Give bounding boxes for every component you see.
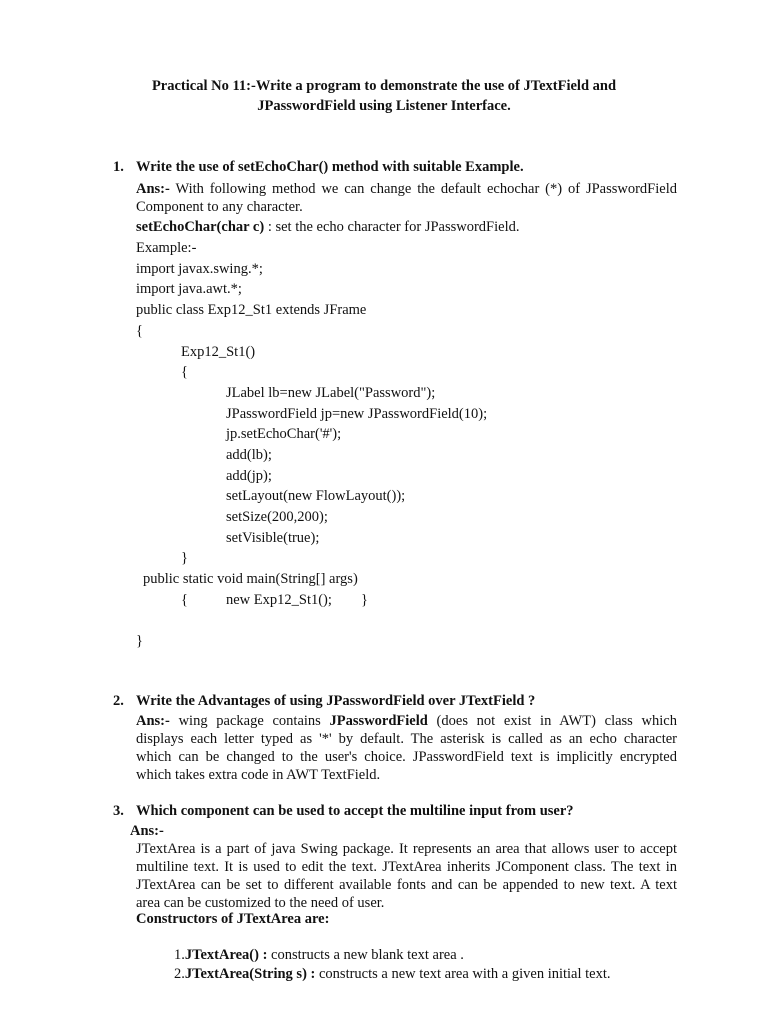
code-line: import javax.swing.*;	[136, 261, 263, 277]
code-line: jp.setEchoChar('#');	[226, 426, 342, 442]
code-line: Exp12_St1()	[181, 344, 256, 360]
answer-label: Ans:-	[136, 181, 170, 197]
code-line: public static void main(String[] args)	[143, 571, 358, 587]
code-line: add(jp);	[226, 468, 272, 484]
code-line: add(lb);	[226, 447, 272, 463]
answer-text: multiline text. It is used to edit the text. JTextArea inherits JComponent class. The text in	[136, 859, 677, 875]
method-description	[136, 218, 519, 236]
question-1-answer	[136, 180, 677, 216]
code-line: JPasswordField jp=new JPasswordField(10);	[226, 406, 488, 422]
answer-text: JTextArea can be set to different available fonts and can be appended to new text. A text	[136, 877, 677, 893]
answer-text: displays each letter typed as '*' by default. The asterisk is called as an echo character	[136, 731, 677, 747]
answer-text: which takes extra code in AWT TextField.	[136, 767, 381, 783]
code-line: public class Exp12_St1 extends JFrame	[136, 302, 367, 318]
question-2-text: Write the Advantages of using JPasswordField over JTextField ?	[136, 693, 536, 709]
title-line-2: JPasswordField using Listener Interface.	[257, 98, 511, 114]
code-line: new Exp12_St1();	[226, 592, 332, 608]
constructor-desc: constructs a new text area with a given initial text.	[315, 966, 611, 982]
constructors-heading: Constructors of JTextArea are:	[136, 911, 330, 927]
method-desc: : set the echo character for JPasswordField.	[264, 219, 520, 235]
constructor-name: JTextArea() :	[184, 947, 268, 963]
question-3-answer	[136, 840, 677, 912]
answer-text: Component to any character.	[136, 199, 303, 215]
constructor-desc: constructs a new blank text area .	[267, 947, 464, 963]
code-line: import java.awt.*;	[136, 281, 242, 297]
code-line: {	[181, 592, 188, 608]
answer-text: (does not exist in AWT) class which	[427, 713, 677, 729]
page-title	[0, 76, 768, 116]
answer-text: area can be customized to the need of user.	[136, 895, 385, 911]
constructor-number: 2.	[174, 966, 185, 982]
example-label: Example:-	[136, 240, 197, 256]
answer-text: With following method we can change the default echochar (*) of JPasswordField	[169, 181, 677, 197]
answer-label: Ans:-	[136, 713, 170, 729]
code-line: {	[181, 364, 188, 380]
answer-text: wing package contains	[169, 713, 330, 729]
code-line: }	[361, 592, 368, 608]
answer-text: which can be changed to the user's choice. JPasswordField text is implicitly encrypted	[136, 749, 677, 765]
question-1-number: 1.	[113, 159, 124, 175]
code-line: {	[136, 323, 143, 339]
code-line: setSize(200,200);	[226, 509, 328, 525]
question-3-text: Which component can be used to accept the multiline input from user?	[136, 803, 574, 819]
code-line: setLayout(new FlowLayout());	[226, 488, 406, 504]
code-line: }	[136, 633, 143, 649]
question-3-number: 3.	[113, 803, 124, 819]
question-2-answer	[136, 712, 677, 784]
constructor-item	[174, 965, 611, 983]
code-line: JLabel lb=new JLabel("Password");	[226, 385, 436, 401]
method-name: setEchoChar(char c)	[136, 219, 265, 235]
constructor-number: 1.	[174, 947, 185, 963]
constructor-name: JTextArea(String s) :	[184, 966, 316, 982]
answer-text: JTextArea is a part of java Swing package. It represents an area that allows user to accept	[136, 841, 677, 857]
answer-keyword: JPasswordField	[329, 713, 428, 729]
code-line: setVisible(true);	[226, 530, 320, 546]
code-line: }	[181, 550, 188, 566]
question-2-number: 2.	[113, 693, 124, 709]
answer-label: Ans:-	[130, 823, 164, 839]
question-1-text: Write the use of setEchoChar() method with suitable Example.	[136, 159, 524, 175]
title-line-1: Practical No 11:-Write a program to demonstrate the use of JTextField and	[151, 78, 617, 94]
constructor-item	[174, 946, 464, 964]
